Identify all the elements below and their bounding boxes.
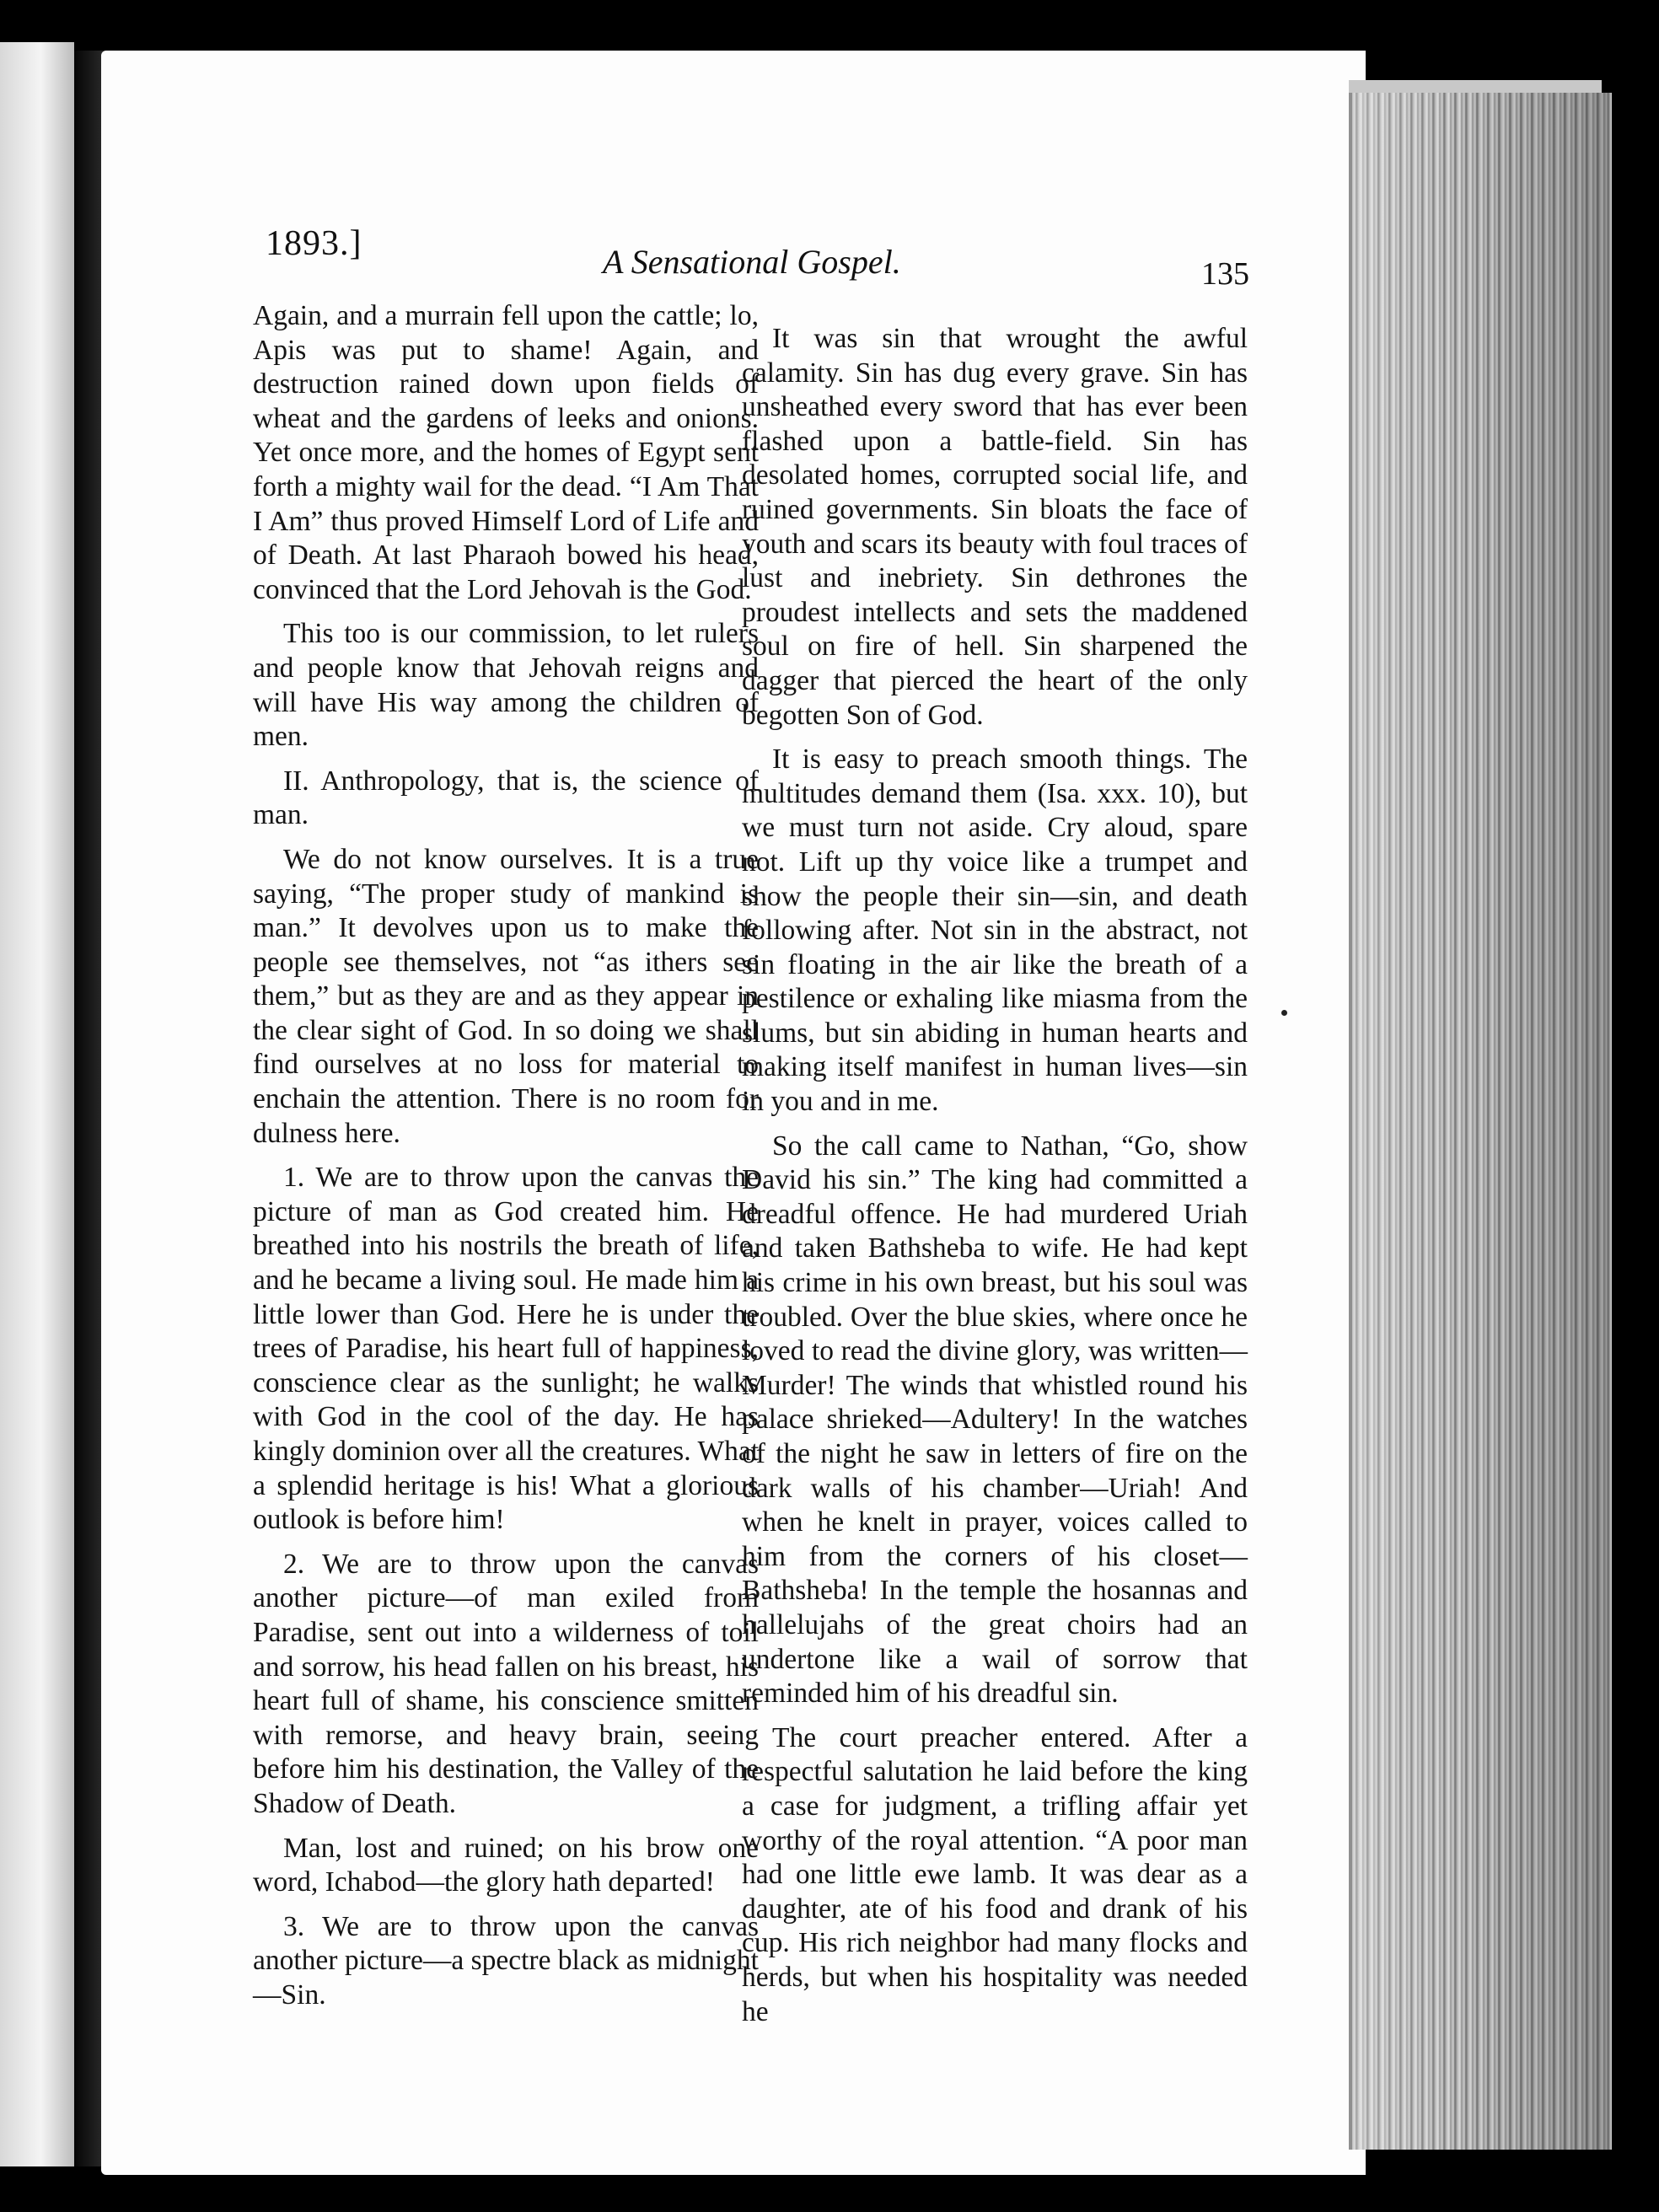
paragraph: Again, and a murrain fell upon the cattle; lo, Apis was put to shame! Again, and destruction rained down upon fields of wheat and the gardens of leeks and onions. Yet once more, and the homes of Egypt sent forth a mighty wail for the dead. “I Am That I Am” thus proved Himself Lord of Life and of Death. At last Pharaoh bowed his head, convinced that the Lord Jehovah is the God.	[253, 300, 759, 605]
running-header	[266, 207, 1252, 292]
running-header-title: A Sensational Gospel.	[603, 243, 901, 281]
previous-page-edge	[0, 42, 74, 2166]
paragraph: The court preacher entered. After a respectful salutation he laid before the king a case for judgment, a trifling affair yet worthy of the royal attention. “A poor man had one little ewe lamb. It was dear as a daughter, ate of his food and drank of his cup. His rich neighbor had many flocks and herds, but when his hospitality was needed he	[742, 1721, 1248, 2027]
page-stack-shading	[1349, 93, 1608, 2150]
paragraph: We do not know ourselves. It is a true saying, “The proper study of mankind is man.” It devolves upon us to make the people see themselves, not “as ithers see them,” but as they are and as they appear in the clear sight of God. In so doing we shall find ourselves at no loss for material to enchain the attention. There is no room for dulness here.	[253, 843, 759, 1149]
numbered-paragraph: 1. We are to throw upon the canvas the picture of man as God created him. He breathed into his nostrils the breath of life, and he became a living soul. He made him a little lower than God. Here he is under the trees of Paradise, his heart full of happiness, conscience clear as the sunlight; he walks with God in the cool of the day. He has kingly dominion over all the creatures. What a splendid heritage is his! What a glorious outlook is before him!	[253, 1162, 759, 1536]
right-column	[742, 322, 1248, 2039]
numbered-paragraph: 3. We are to throw upon the canvas another picture—a spectre black as midnight—Sin.	[253, 1910, 759, 2011]
section-heading-paragraph: II. Anthropology, that is, the science of man.	[253, 765, 759, 831]
paragraph: It is easy to preach smooth things. The multitudes demand them (Isa. xxx. 10), but we must turn not aside. Cry aloud, spare not. Lift up thy voice like a trumpet and show the people their sin—sin, and death following after. Not sin in the abstract, not sin floating in the air like the breath of a pestilence or exhaling like miasma from the slums, but sin abiding in human hearts and making itself manifest in human lives—sin in you and in me.	[742, 744, 1248, 1118]
paragraph: Man, lost and ruined; on his brow one word, Ichabod—the glory hath departed!	[253, 1832, 759, 1898]
left-column	[253, 299, 759, 2023]
running-header-year: 1893.]	[266, 224, 362, 263]
paragraph: This too is our commission, to let rulers and people know that Jehovah reigns and will have His way among the children of men.	[253, 618, 759, 753]
paragraph: So the call came to Nathan, “Go, show David his sin.” The king had committed a dreadful offence. He had murdered Uriah and taken Bathsheba to wife. He had kept his crime in his own breast, but his soul was troubled. Over the blue skies, where once he loved to read the divine glory, was written—Murder! The winds that whistled round his palace shrieked—Adultery! In the watches of the night he saw in letters of fire on the dark walls of his chamber—Uriah! And when he knelt in prayer, voices called to him from the corners of his closet—Bathsheba! In the temple the hosannas and hallelujahs of the great choirs had an undertone like a wail of sorrow that reminded him of his dreadful sin.	[742, 1130, 1248, 1710]
numbered-paragraph: 2. We are to throw upon the canvas another picture—of man exiled from Paradise, sent out into a wilderness of toil and sorrow, his head fallen on his breast, his heart full of shame, his conscience smitten with remorse, and heavy brain, seeing before him his destination, the Valley of the Shadow of Death.	[253, 1548, 759, 1819]
paragraph: It was sin that wrought the awful calamity. Sin has dug every grave. Sin has unsheathed every sword that has ever been flashed upon a battle-field. Sin has desolated homes, corrupted social life, and ruined governments. Sin bloats the face of youth and scars its beauty with foul traces of lust and inebriety. Sin dethrones the proudest intellects and sets the maddened soul on fire of hell. Sin sharpened the dagger that pierced the heart of the only begotten Son of God.	[742, 323, 1248, 731]
ink-speck	[1281, 1010, 1287, 1016]
page-number: 135	[1201, 256, 1249, 292]
